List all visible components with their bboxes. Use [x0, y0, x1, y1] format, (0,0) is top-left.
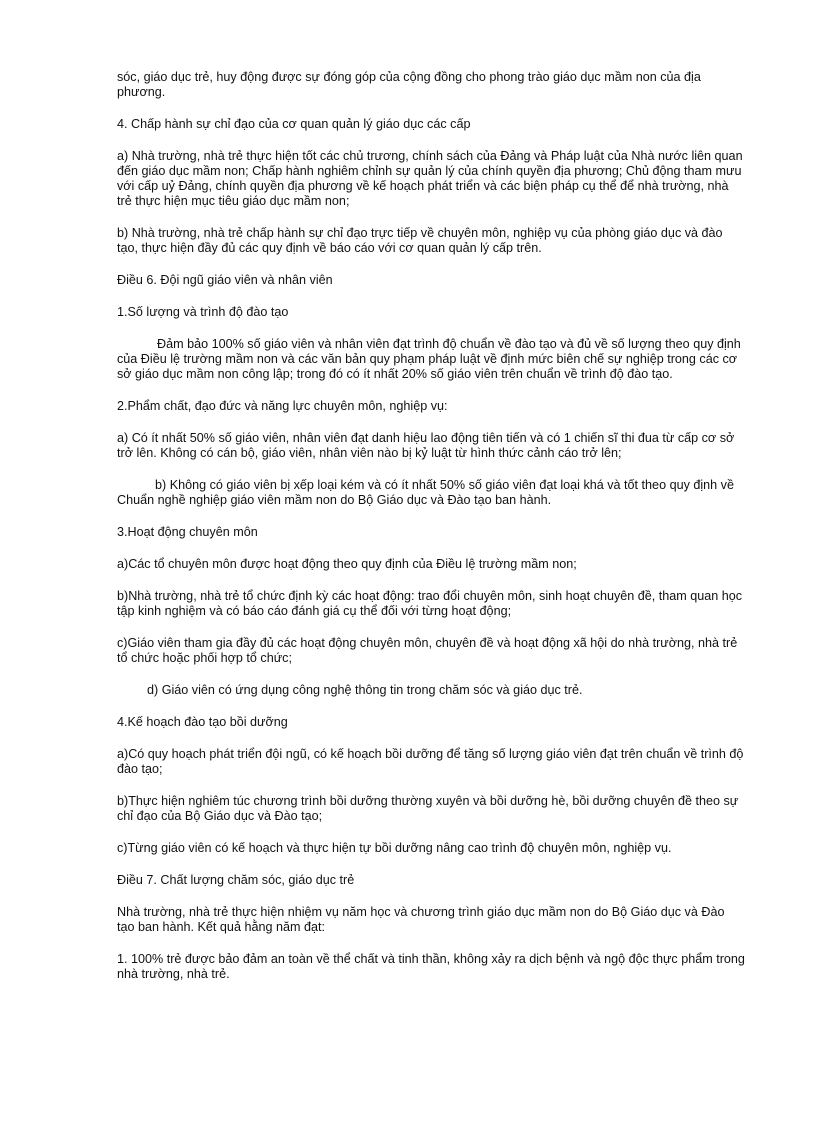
paragraph-6-2a: a) Có ít nhất 50% số giáo viên, nhân viên đạt danh hiệu lao động tiên tiến và có 1 chiến sĩ thi đua từ cấp cơ sở trở lên. Không có cán bộ, giáo viên, nhân viên nào bị kỷ luật từ hình thức cảnh cáo trở lên; [117, 431, 735, 460]
document-page [117, 70, 745, 982]
paragraph-6-3d: d) Giáo viên có ứng dụng công nghệ thông tin trong chăm sóc và giáo dục trẻ. [147, 683, 583, 697]
paragraph-6-4b: b)Thực hiện nghiêm túc chương trình bồi dưỡng thường xuyên và bồi dưỡng hè, bồi dưỡng chuyên đề theo sự chỉ đạo của Bộ Giáo dục và Đào tạo; [117, 794, 739, 823]
paragraph-4b: b) Nhà trường, nhà trẻ chấp hành sự chỉ đạo trực tiếp về chuyên môn, nghiệp vụ của phòng giáo dục và đào tạo, thực hiện đầy đủ các quy định về báo cáo với cơ quan quản lý cấp trên. [117, 226, 723, 255]
paragraph-6-3c: c)Giáo viên tham gia đầy đủ các hoạt động chuyên môn, chuyên đề và hoạt động xã hội do nhà trường, nhà trẻ tổ chức hoặc phối hợp tổ chức; [117, 636, 738, 665]
paragraph-6-2b: b) Không có giáo viên bị xếp loại kém và có ít nhất 50% số giáo viên đạt loại khá và tốt theo quy định về Chuẩn nghề nghiệp giáo viên mầm non do Bộ Giáo dục và Đào tạo ban hành. [117, 478, 734, 507]
heading-section-4: 4. Chấp hành sự chỉ đạo của cơ quan quản lý giáo dục các cấp [117, 117, 471, 131]
paragraph-6-4c: c)Từng giáo viên có kế hoạch và thực hiện tự bồi dưỡng nâng cao trình độ chuyên môn, nghiệp vụ. [117, 841, 672, 855]
paragraph-6-4a: a)Có quy hoạch phát triển đội ngũ, có kế hoạch bồi dưỡng để tăng số lượng giáo viên đạt trên chuẩn về trình độ đào tạo; [117, 747, 744, 776]
paragraph-6-1: Đảm bảo 100% số giáo viên và nhân viên đạt trình độ chuẩn về đào tạo và đủ về số lượng theo quy định của Điều lệ trường mầm non và các văn bản quy phạm pháp luật về định mức biên chế sự nghiệp trong các cơ sở giáo dục mầm non công lập; trong đó có ít nhất 20% số giáo viên trên chuẩn về trình độ đào tạo. [117, 337, 741, 381]
paragraph-6-3b: b)Nhà trường, nhà trẻ tổ chức định kỳ các hoạt động: trao đổi chuyên môn, sinh hoạt chuyên đề, tham quan học tập kinh nghiệm và có báo cáo đánh giá cụ thể đối với từng hoạt động; [117, 589, 743, 618]
paragraph-4a: a) Nhà trường, nhà trẻ thực hiện tốt các chủ trương, chính sách của Đảng và Pháp luật của Nhà nước liên quan đến giáo dục mầm non; Chấp hành nghiêm chỉnh sự quản lý của chính quyền địa phương; Chủ động tham mưu với cấp uỷ Đảng, chính quyền địa phương về kế hoạch phát triển và các biện pháp cụ thể để nhà trường, nhà trẻ thực hiện mục tiêu giáo dục mầm non; [117, 149, 743, 208]
heading-6-1: 1.Số lượng và trình độ đào tạo [117, 305, 289, 319]
heading-6-3: 3.Hoạt động chuyên môn [117, 525, 258, 539]
heading-6-4: 4.Kế hoạch đào tạo bồi dưỡng [117, 715, 288, 729]
paragraph-7-intro: Nhà trường, nhà trẻ thực hiện nhiệm vụ năm học và chương trình giáo dục mầm non do Bộ Giáo dục và Đào tạo ban hành. Kết quả hằng năm đạt: [117, 905, 725, 934]
paragraph-7-1: 1. 100% trẻ được bảo đảm an toàn về thể chất và tinh thần, không xảy ra dịch bệnh và ngộ độc thực phẩm trong nhà trường, nhà trẻ. [117, 952, 745, 981]
heading-article-7: Điều 7. Chất lượng chăm sóc, giáo dục trẻ [117, 873, 355, 887]
heading-6-2: 2.Phẩm chất, đạo đức và năng lực chuyên môn, nghiệp vụ: [117, 399, 448, 413]
paragraph-6-3a: a)Các tổ chuyên môn được hoạt động theo quy định của Điều lệ trường mầm non; [117, 557, 577, 571]
heading-article-6: Điều 6. Đội ngũ giáo viên và nhân viên [117, 273, 333, 287]
paragraph-continuation: sóc, giáo dục trẻ, huy động được sự đóng góp của cộng đồng cho phong trào giáo dục mầm non của địa phương. [117, 70, 701, 99]
